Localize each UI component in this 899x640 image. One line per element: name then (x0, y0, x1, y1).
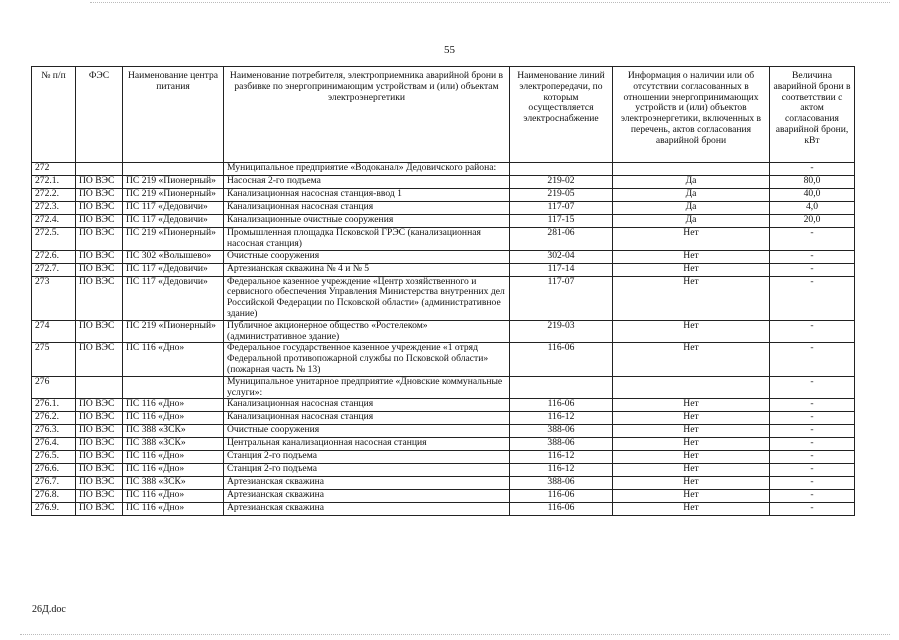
cell-line: 117-15 (510, 215, 613, 228)
cell-num: 272.2. (32, 189, 76, 202)
cell-consumer: Центральная канализационная насосная станция (224, 438, 510, 451)
cell-value: - (770, 320, 855, 343)
cell-value: 80,0 (770, 176, 855, 189)
cell-value: - (770, 376, 855, 399)
cell-consumer: Федеральное казенное учреждение «Центр хозяйственного и сервисного обеспечения Управления Министерства внутренних дел Российской Федерации по Псковской области» (административное здание) (224, 276, 510, 320)
cell-value: 4,0 (770, 202, 855, 215)
cell-fes: ПО ВЭС (76, 343, 123, 376)
cell-consumer: Канализационная насосная станция (224, 399, 510, 412)
cell-num: 276.8. (32, 490, 76, 503)
cell-center: ПС 116 «Дно» (123, 503, 224, 516)
cell-num: 276.5. (32, 451, 76, 464)
cell-consumer: Артезианская скважина (224, 477, 510, 490)
cell-consumer: Канализационная насосная станция (224, 412, 510, 425)
table-row (32, 202, 855, 215)
header-info: Информация о наличии или об отсутствии согласованных в отношении энергопринимающих устройств и (или) объектов электроэнергетики, включенных в перечень, актов согласования аварийной брони (613, 67, 770, 163)
cell-consumer: Муниципальное предприятие «Водоканал» Дедовичского района: (224, 163, 510, 176)
cell-line: 116-06 (510, 399, 613, 412)
header-center: Наименование центра питания (123, 67, 224, 163)
cell-value: - (770, 343, 855, 376)
cell-num: 272.5. (32, 228, 76, 251)
table-row (32, 490, 855, 503)
page-number: 55 (444, 44, 455, 56)
cell-center: ПС 388 «ЗСК» (123, 425, 224, 438)
cell-center: ПС 116 «Дно» (123, 399, 224, 412)
cell-num: 275 (32, 343, 76, 376)
scan-edge-bottom (20, 634, 890, 635)
cell-value: - (770, 412, 855, 425)
cell-fes (76, 163, 123, 176)
cell-value: - (770, 425, 855, 438)
cell-info: Нет (613, 490, 770, 503)
cell-line: 219-02 (510, 176, 613, 189)
cell-value: - (770, 438, 855, 451)
cell-center: ПС 302 «Волышево» (123, 250, 224, 263)
cell-fes: ПО ВЭС (76, 503, 123, 516)
table-row (32, 438, 855, 451)
cell-center: ПС 219 «Пионерный» (123, 228, 224, 251)
cell-info: Нет (613, 425, 770, 438)
cell-consumer: Канализационная насосная станция-ввод 1 (224, 189, 510, 202)
table-row (32, 503, 855, 516)
cell-fes: ПО ВЭС (76, 228, 123, 251)
table-row (32, 163, 855, 176)
cell-value: 20,0 (770, 215, 855, 228)
cell-info: Нет (613, 320, 770, 343)
cell-consumer: Муниципальное унитарное предприятие «Дновские коммунальные услуги»: (224, 376, 510, 399)
table-row (32, 320, 855, 343)
table-row (32, 464, 855, 477)
cell-line: 116-06 (510, 503, 613, 516)
cell-line: 281-06 (510, 228, 613, 251)
cell-consumer: Канализационная насосная станция (224, 202, 510, 215)
header-num: № п/п (32, 67, 76, 163)
table-row (32, 412, 855, 425)
cell-value: - (770, 503, 855, 516)
cell-center: ПС 117 «Дедовичи» (123, 263, 224, 276)
footer-filename: 26Д.doc (32, 604, 66, 615)
cell-consumer: Очистные сооружения (224, 425, 510, 438)
cell-line: 116-12 (510, 464, 613, 477)
cell-info: Да (613, 176, 770, 189)
cell-num: 276.7. (32, 477, 76, 490)
cell-fes: ПО ВЭС (76, 250, 123, 263)
cell-line: 388-06 (510, 477, 613, 490)
cell-fes: ПО ВЭС (76, 399, 123, 412)
cell-info: Нет (613, 228, 770, 251)
cell-center: ПС 117 «Дедовичи» (123, 215, 224, 228)
cell-fes: ПО ВЭС (76, 215, 123, 228)
cell-num: 272.7. (32, 263, 76, 276)
cell-consumer: Промышленная площадка Псковской ГРЭС (канализационная насосная станция) (224, 228, 510, 251)
cell-consumer: Федеральное государственное казенное учреждение «1 отряд Федеральной противопожарной службы по Псковской области» (пожарная часть № 13) (224, 343, 510, 376)
table-row (32, 276, 855, 320)
cell-info: Нет (613, 477, 770, 490)
cell-center: ПС 219 «Пионерный» (123, 320, 224, 343)
cell-fes: ПО ВЭС (76, 477, 123, 490)
cell-consumer: Канализационные очистные сооружения (224, 215, 510, 228)
cell-consumer: Публичное акционерное общество «Ростелеком» (административное здание) (224, 320, 510, 343)
cell-value: - (770, 464, 855, 477)
cell-info: Нет (613, 503, 770, 516)
cell-line: 116-06 (510, 343, 613, 376)
cell-line: 388-06 (510, 438, 613, 451)
cell-num: 276.9. (32, 503, 76, 516)
cell-value: - (770, 263, 855, 276)
header-line: Наименование линий электропередачи, по которым осуществляется электроснабжение (510, 67, 613, 163)
cell-line: 302-04 (510, 250, 613, 263)
cell-info: Да (613, 215, 770, 228)
table-row (32, 343, 855, 376)
table-row (32, 250, 855, 263)
cell-line: 116-06 (510, 490, 613, 503)
cell-info: Нет (613, 438, 770, 451)
cell-center: ПС 117 «Дедовичи» (123, 202, 224, 215)
cell-line: 219-03 (510, 320, 613, 343)
cell-center: ПС 219 «Пионерный» (123, 176, 224, 189)
cell-line: 116-12 (510, 451, 613, 464)
cell-num: 272 (32, 163, 76, 176)
cell-fes: ПО ВЭС (76, 412, 123, 425)
cell-consumer: Артезианская скважина (224, 503, 510, 516)
cell-fes: ПО ВЭС (76, 176, 123, 189)
cell-fes: ПО ВЭС (76, 202, 123, 215)
cell-line: 117-14 (510, 263, 613, 276)
cell-fes: ПО ВЭС (76, 263, 123, 276)
cell-line: 116-12 (510, 412, 613, 425)
cell-num: 276.3. (32, 425, 76, 438)
cell-num: 272.3. (32, 202, 76, 215)
reserve-table (31, 66, 855, 516)
cell-center: ПС 116 «Дно» (123, 343, 224, 376)
cell-num: 276.2. (32, 412, 76, 425)
cell-num: 274 (32, 320, 76, 343)
cell-consumer: Станция 2-го подъема (224, 464, 510, 477)
cell-fes (76, 376, 123, 399)
cell-line: 117-07 (510, 276, 613, 320)
cell-info: Нет (613, 412, 770, 425)
cell-info: Нет (613, 451, 770, 464)
cell-info (613, 376, 770, 399)
cell-consumer: Артезианская скважина (224, 490, 510, 503)
cell-value: - (770, 276, 855, 320)
cell-line (510, 163, 613, 176)
cell-fes: ПО ВЭС (76, 189, 123, 202)
cell-info: Да (613, 189, 770, 202)
cell-value: - (770, 250, 855, 263)
cell-fes: ПО ВЭС (76, 276, 123, 320)
cell-value: - (770, 490, 855, 503)
cell-value: 40,0 (770, 189, 855, 202)
cell-num: 276.4. (32, 438, 76, 451)
cell-info: Да (613, 202, 770, 215)
table-row (32, 425, 855, 438)
cell-center: ПС 116 «Дно» (123, 490, 224, 503)
cell-consumer: Станция 2-го подъема (224, 451, 510, 464)
cell-num: 276 (32, 376, 76, 399)
table-row (32, 189, 855, 202)
header-consumer: Наименование потребителя, электроприемника аварийной брони в разбивке по энергопринимающим устройствам и (или) объектам электроэнергетики (224, 67, 510, 163)
cell-num: 273 (32, 276, 76, 320)
cell-num: 272.4. (32, 215, 76, 228)
cell-value: - (770, 477, 855, 490)
cell-center (123, 376, 224, 399)
cell-fes: ПО ВЭС (76, 451, 123, 464)
cell-line: 388-06 (510, 425, 613, 438)
cell-center: ПС 116 «Дно» (123, 451, 224, 464)
cell-info: Нет (613, 263, 770, 276)
cell-fes: ПО ВЭС (76, 320, 123, 343)
cell-fes: ПО ВЭС (76, 425, 123, 438)
cell-value: - (770, 228, 855, 251)
table-row (32, 176, 855, 189)
table-row (32, 263, 855, 276)
table-row (32, 215, 855, 228)
cell-center: ПС 117 «Дедовичи» (123, 276, 224, 320)
header-fes: ФЭС (76, 67, 123, 163)
cell-value: - (770, 451, 855, 464)
cell-info: Нет (613, 343, 770, 376)
cell-num: 276.1. (32, 399, 76, 412)
table-row (32, 451, 855, 464)
cell-info: Нет (613, 250, 770, 263)
cell-fes: ПО ВЭС (76, 464, 123, 477)
table-row (32, 477, 855, 490)
cell-value: - (770, 399, 855, 412)
cell-num: 272.6. (32, 250, 76, 263)
cell-info: Нет (613, 464, 770, 477)
scan-edge-top (90, 2, 890, 3)
cell-consumer: Артезианская скважина № 4 и № 5 (224, 263, 510, 276)
cell-consumer: Насосная 2-го подъема (224, 176, 510, 189)
cell-info: Нет (613, 399, 770, 412)
cell-center: ПС 116 «Дно» (123, 412, 224, 425)
cell-line: 117-07 (510, 202, 613, 215)
cell-num: 272.1. (32, 176, 76, 189)
table-row (32, 228, 855, 251)
cell-consumer: Очистные сооружения (224, 250, 510, 263)
cell-value: - (770, 163, 855, 176)
cell-center: ПС 388 «ЗСК» (123, 438, 224, 451)
cell-center (123, 163, 224, 176)
cell-num: 276.6. (32, 464, 76, 477)
cell-center: ПС 116 «Дно» (123, 464, 224, 477)
cell-fes: ПО ВЭС (76, 438, 123, 451)
cell-center: ПС 219 «Пионерный» (123, 189, 224, 202)
cell-line: 219-05 (510, 189, 613, 202)
table-header-row (32, 67, 855, 163)
table-row (32, 376, 855, 399)
cell-center: ПС 388 «ЗСК» (123, 477, 224, 490)
cell-info (613, 163, 770, 176)
cell-fes: ПО ВЭС (76, 490, 123, 503)
header-value: Величина аварийной брони в соответствии с актом согласования аварийной брони, кВт (770, 67, 855, 163)
cell-line (510, 376, 613, 399)
table-row (32, 399, 855, 412)
cell-info: Нет (613, 276, 770, 320)
